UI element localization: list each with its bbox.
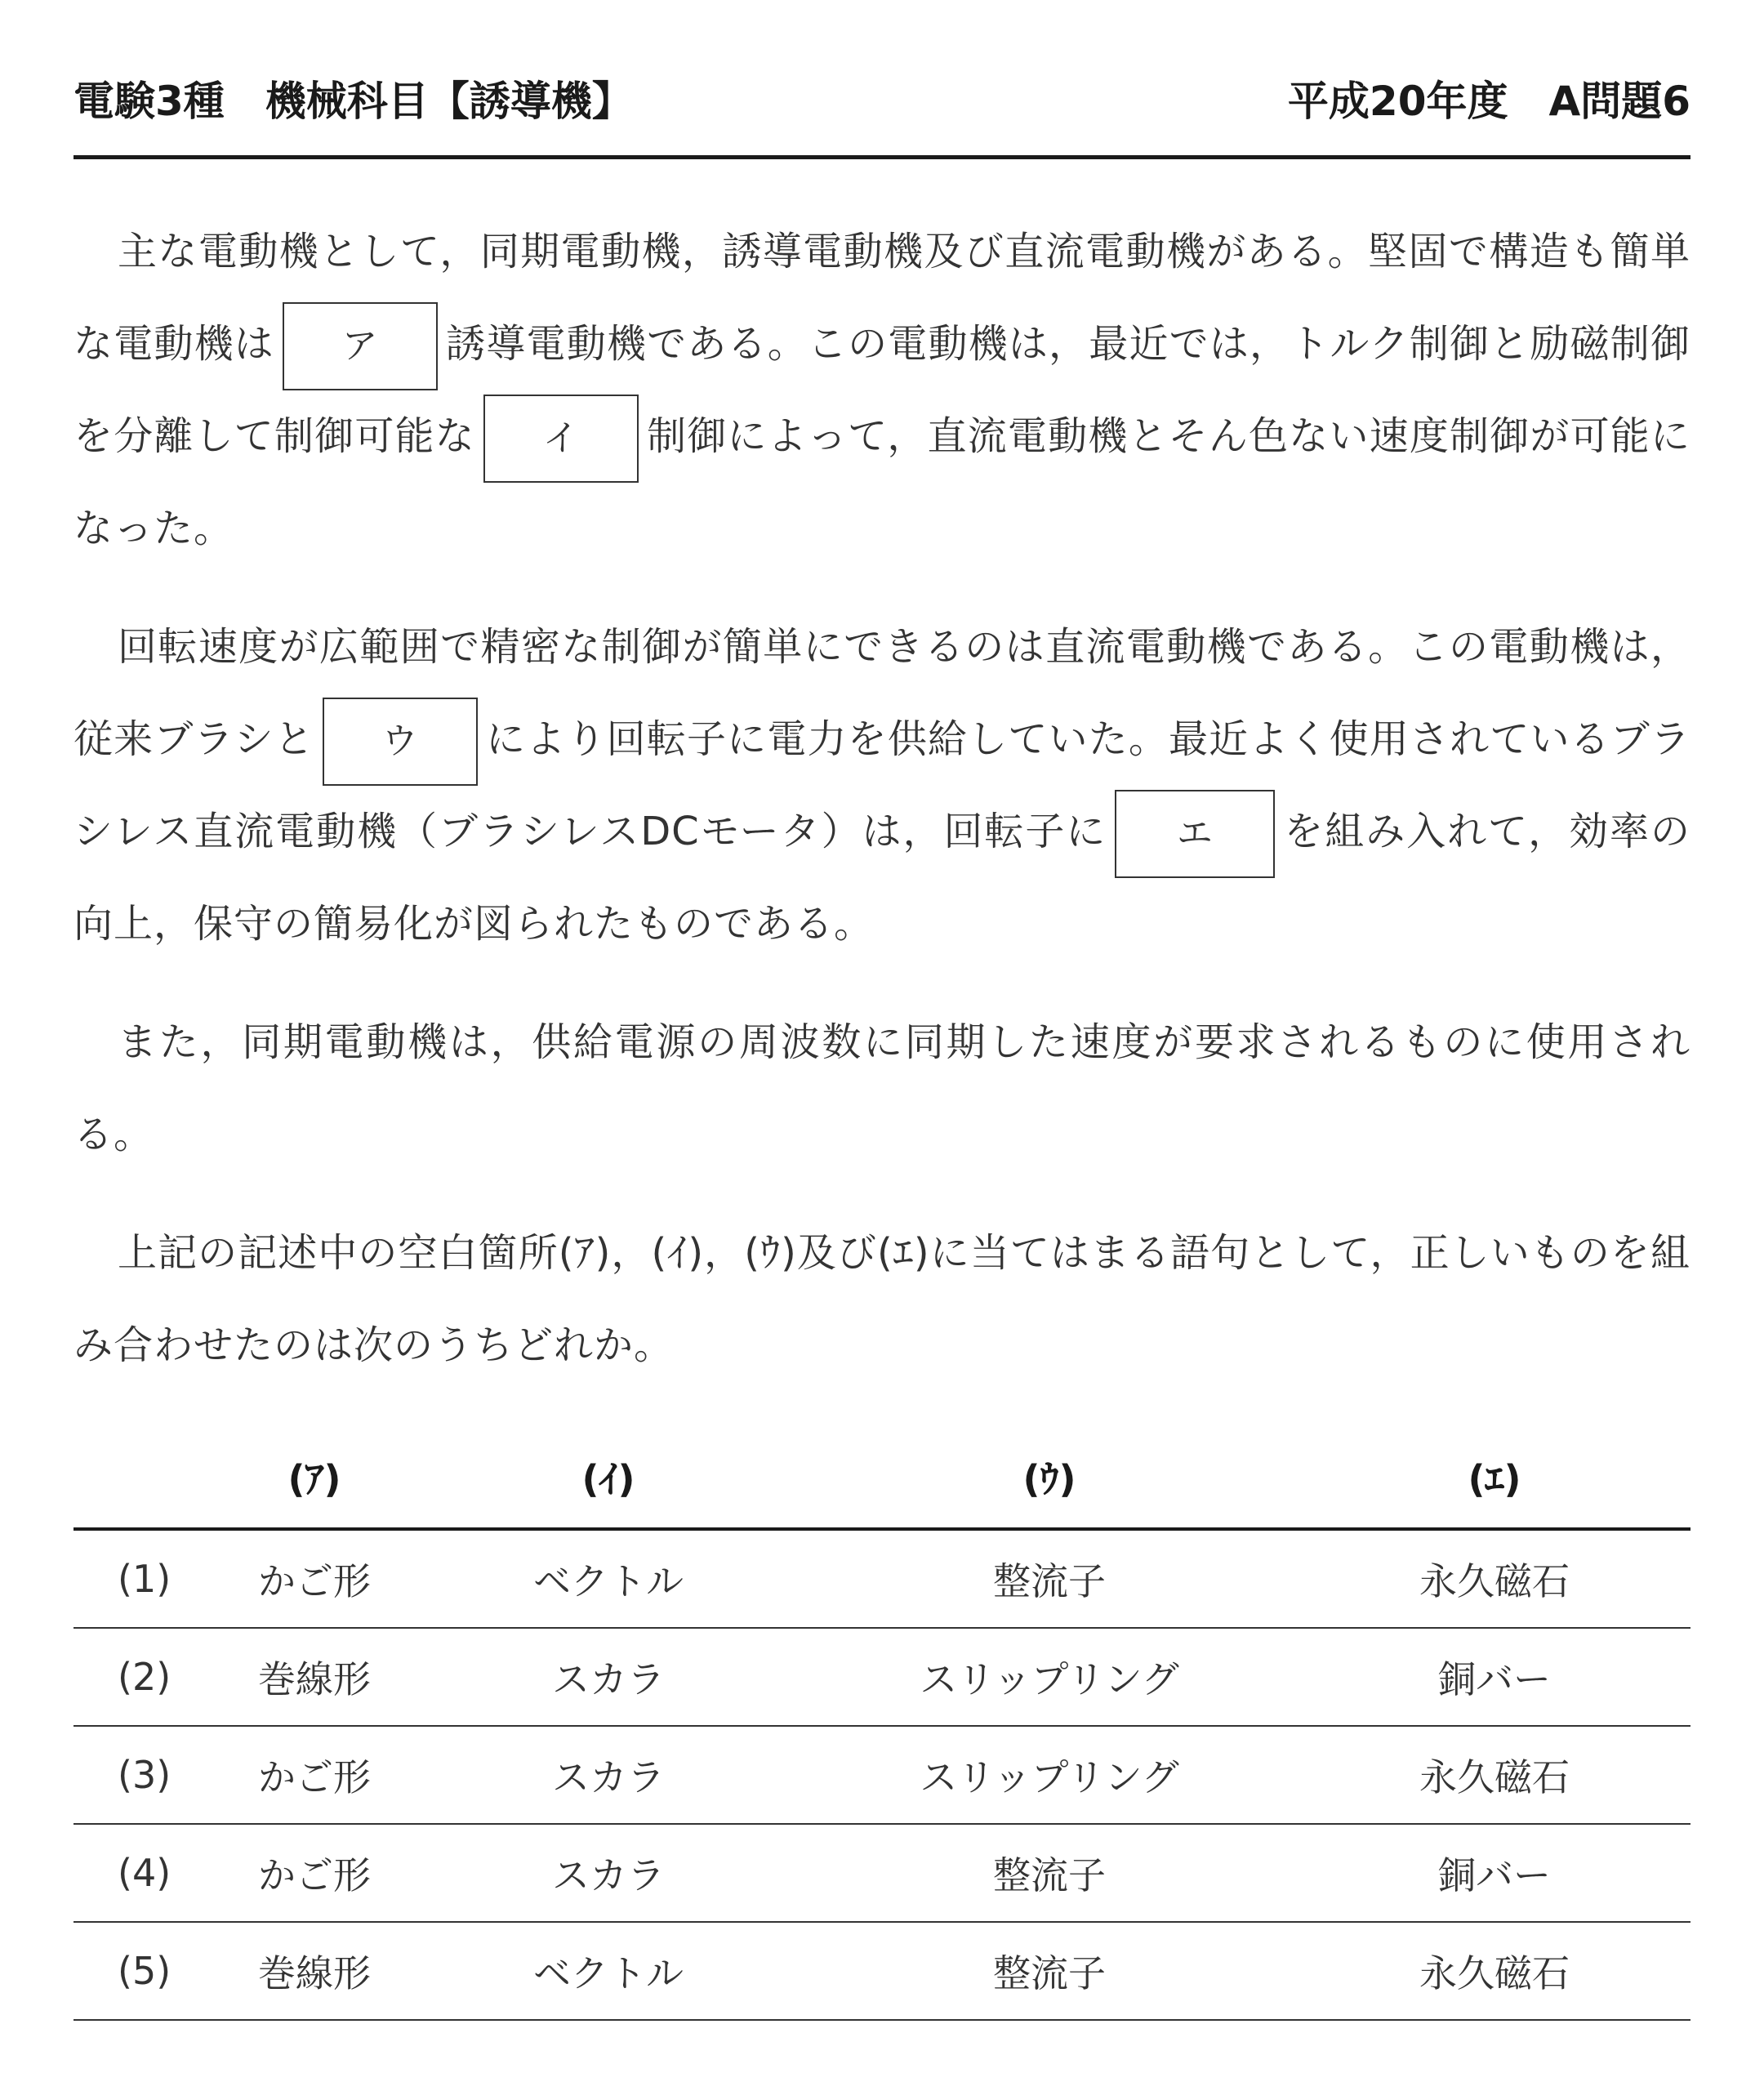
- table-header-row: [74, 1425, 1690, 1527]
- paragraph-text: を組み入れて，効率の向上，保守の簡易化が図られたものである。: [74, 809, 1691, 947]
- table-row: [74, 1531, 1690, 1629]
- table-cell: 永久磁石: [1419, 1951, 1570, 1995]
- choice-number: (5): [118, 1949, 172, 1993]
- table-cell: かご形: [258, 1853, 371, 1897]
- paragraph-text: 主な電動機として，同期電動機，誘導電動機及び直流電動機がある。堅固で構造も簡単な電動機は: [74, 229, 1690, 367]
- header: [74, 65, 1690, 131]
- blank-box-c: ウ: [323, 698, 478, 786]
- table-cell: 整流子: [993, 1951, 1106, 1995]
- choice-number: (2): [118, 1655, 172, 1699]
- paragraph-text: により回転子に電力を供給していた。最近よく使用されているブラシレス直流電動機（ブラシレスDCモータ）は，回転子に: [74, 716, 1690, 854]
- table-header-cell: (ｱ): [287, 1456, 341, 1501]
- question-paragraph-2: [74, 601, 1690, 970]
- table-cell: 永久磁石: [1419, 1559, 1570, 1603]
- header-divider: [74, 155, 1690, 159]
- table-cell: 銅バー: [1438, 1657, 1551, 1701]
- table-row: [74, 1629, 1690, 1727]
- table-row: [74, 1923, 1690, 2021]
- table-cell: 巻線形: [258, 1657, 371, 1701]
- table-cell: スカラ: [552, 1853, 665, 1897]
- table-cell: 整流子: [993, 1853, 1106, 1897]
- question-paragraph-1: [74, 206, 1690, 575]
- table-cell: 巻線形: [258, 1951, 371, 1995]
- table-cell: 銅バー: [1438, 1853, 1551, 1897]
- paragraph-text: 誘導電動機である。この電動機は，最近では，トルク制御と励磁制御を分離して制御可能な: [74, 321, 1690, 459]
- blank-box-d: エ: [1115, 790, 1275, 878]
- table-row: [74, 1727, 1690, 1825]
- table-cell: スカラ: [552, 1657, 665, 1701]
- table-header-cell: (ｲ): [581, 1456, 635, 1501]
- subject-title: 電験3種 機械科目【誘導機】: [74, 78, 633, 125]
- table-cell: 永久磁石: [1419, 1755, 1570, 1799]
- choice-number: (3): [118, 1753, 172, 1797]
- table-header-cell: (ｳ): [1022, 1456, 1076, 1501]
- table-cell: 整流子: [993, 1559, 1106, 1603]
- choice-number: (1): [118, 1557, 172, 1601]
- paragraph-text: 回転速度が広範囲で精密な制御が簡単にできるのは直流電動機である。この電動機は，従来ブラシと: [74, 624, 1690, 762]
- table-cell: かご形: [258, 1755, 371, 1799]
- table-cell: スリップリング: [920, 1657, 1179, 1701]
- question-paragraph-3: また，同期電動機は，供給電源の周波数に同期した速度が要求されるものに使用される。: [74, 1019, 1690, 1157]
- exam-year-question: 平成20年度 A問題6: [1287, 78, 1690, 125]
- table-cell: スカラ: [552, 1755, 665, 1799]
- table-cell: スリップリング: [920, 1755, 1179, 1799]
- table-header-cell: (ｴ): [1468, 1456, 1521, 1501]
- table-row: [74, 1825, 1690, 1923]
- blank-box-a: ア: [283, 302, 438, 390]
- table-cell: ベクトル: [533, 1951, 684, 1995]
- choice-number: (4): [118, 1851, 172, 1895]
- table-cell: ベクトル: [533, 1559, 684, 1603]
- blank-box-b: イ: [483, 395, 639, 483]
- answer-choices-table: [74, 1425, 1690, 2021]
- paragraph-text: 制御によって，直流電動機とそん色ない速度制御が可能になった。: [74, 413, 1690, 551]
- question-instruction: 上記の記述中の空白箇所(ｱ)，(ｲ)，(ｳ)及び(ｴ)に当てはまる語句として，正しいものを組み合わせたのは次のうちどれか。: [74, 1230, 1690, 1368]
- table-cell: かご形: [258, 1559, 371, 1603]
